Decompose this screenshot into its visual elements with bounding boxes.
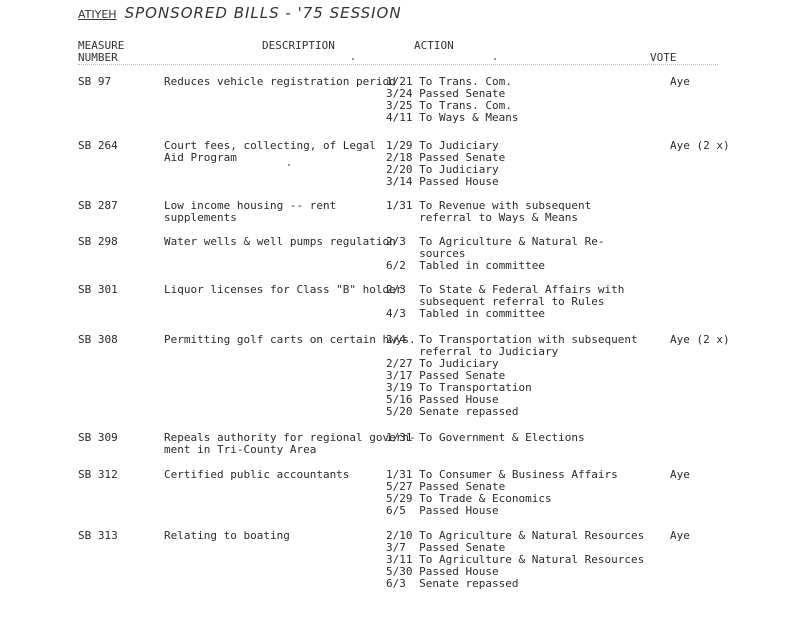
- action-entry: 2/10 To Agriculture & Natural Resources: [386, 529, 645, 542]
- col-header-measure-line1: MEASURE: [78, 39, 125, 52]
- paper-speck: [352, 58, 354, 60]
- action-entry: 3/14 Passed House: [386, 175, 499, 188]
- bill-description: Reduces vehicle registration period: [164, 75, 396, 88]
- bill-description: Court fees, collecting, of Legal Aid Program: [164, 139, 376, 164]
- col-header-action: ACTION: [414, 39, 454, 52]
- measure-number: SB 298: [78, 235, 118, 248]
- action-entry: 4/3 Tabled in committee: [386, 307, 545, 320]
- measure-number: SB 309: [78, 431, 118, 444]
- bill-description: Certified public accountants: [164, 468, 350, 481]
- action-entry: 2/20 To Judiciary: [386, 163, 499, 176]
- bill-actions: [386, 469, 618, 517]
- measure-number: SB 264: [78, 139, 118, 152]
- bill-actions: [386, 140, 505, 188]
- action-entry: 5/20 Senate repassed: [386, 405, 519, 418]
- vote-record: Aye (2 x): [670, 333, 730, 346]
- paper-speck: [494, 58, 496, 60]
- action-entry: 3/7 Passed Senate: [386, 541, 506, 554]
- bill-description: Permitting golf carts on certain hwys.: [164, 333, 416, 346]
- session-title: SPONSORED BILLS - '75 SESSION: [124, 4, 402, 22]
- bill-actions: [386, 530, 644, 590]
- paper-speck: [288, 164, 290, 166]
- bill-actions: [386, 236, 605, 272]
- action-entry: 6/2 Tabled in committee: [386, 259, 545, 272]
- handwritten-title: [78, 4, 402, 22]
- vote-record: Aye: [670, 529, 690, 542]
- measure-number: SB 97: [78, 75, 112, 88]
- measure-number: SB 308: [78, 333, 118, 346]
- bill-description: Liquor licenses for Class "B" holder: [164, 283, 403, 296]
- header-divider: [78, 64, 718, 65]
- col-header-measure: [78, 40, 124, 64]
- vote-record: Aye: [670, 75, 690, 88]
- action-entry: 5/16 Passed House: [386, 393, 499, 406]
- action-entry: 2/3 To Agriculture & Natural Re-: [386, 235, 605, 248]
- col-header-description: DESCRIPTION: [262, 39, 335, 52]
- bill-description: Relating to boating: [164, 529, 290, 542]
- action-entry: 6/5 Passed House: [386, 504, 499, 517]
- action-entry: 1/31 To Consumer & Business Affairs: [386, 468, 618, 481]
- action-entry: 1/31 To Revenue with subsequent: [386, 199, 592, 212]
- bill-description: Water wells & well pumps regulation: [164, 235, 396, 248]
- bill-actions: [386, 334, 638, 418]
- col-header-measure-line2: NUMBER: [78, 51, 118, 64]
- vote-record: Aye (2 x): [670, 139, 730, 152]
- measure-number: SB 313: [78, 529, 118, 542]
- measure-number: SB 312: [78, 468, 118, 481]
- measure-number: SB 301: [78, 283, 118, 296]
- action-entry: sources: [386, 247, 466, 260]
- action-entry: 3/19 To Transportation: [386, 381, 532, 394]
- action-entry: 3/11 To Agriculture & Natural Resources: [386, 553, 645, 566]
- bill-actions: [386, 76, 518, 124]
- action-entry: referral to Ways & Means: [386, 211, 579, 224]
- action-entry: 2/18 Passed Senate: [386, 151, 506, 164]
- action-entry: 4/11 To Ways & Means: [386, 111, 519, 124]
- action-entry: 5/27 Passed Senate: [386, 480, 506, 493]
- action-entry: 3/25 To Trans. Com.: [386, 99, 512, 112]
- action-entry: 3/17 Passed Senate: [386, 369, 506, 382]
- action-entry: 5/29 To Trade & Economics: [386, 492, 552, 505]
- col-header-vote: VOTE: [650, 51, 677, 64]
- action-entry: referral to Judiciary: [386, 345, 559, 358]
- measure-number: SB 287: [78, 199, 118, 212]
- action-entry: subsequent referral to Rules: [386, 295, 605, 308]
- action-entry: 3/24 Passed Senate: [386, 87, 506, 100]
- action-entry: 1/21 To Trans. Com.: [386, 75, 512, 88]
- action-entry: 2/4 To Transportation with subsequent: [386, 333, 638, 346]
- bill-actions: [386, 200, 591, 224]
- action-entry: 2/27 To Judiciary: [386, 357, 499, 370]
- bill-description: Repeals authority for regional govern- ment in Tri-County Area: [164, 431, 416, 456]
- action-entry: 1/31 To Government & Elections: [386, 431, 585, 444]
- action-entry: 2/3 To State & Federal Affairs with: [386, 283, 625, 296]
- action-entry: 1/29 To Judiciary: [386, 139, 499, 152]
- vote-record: Aye: [670, 468, 690, 481]
- sponsor-name: ATIYEH: [78, 8, 117, 21]
- bill-actions: [386, 432, 585, 444]
- bill-description: Low income housing -- rent supplements: [164, 199, 337, 224]
- bill-actions: [386, 284, 624, 320]
- action-entry: 5/30 Passed House: [386, 565, 499, 578]
- action-entry: 6/3 Senate repassed: [386, 577, 519, 590]
